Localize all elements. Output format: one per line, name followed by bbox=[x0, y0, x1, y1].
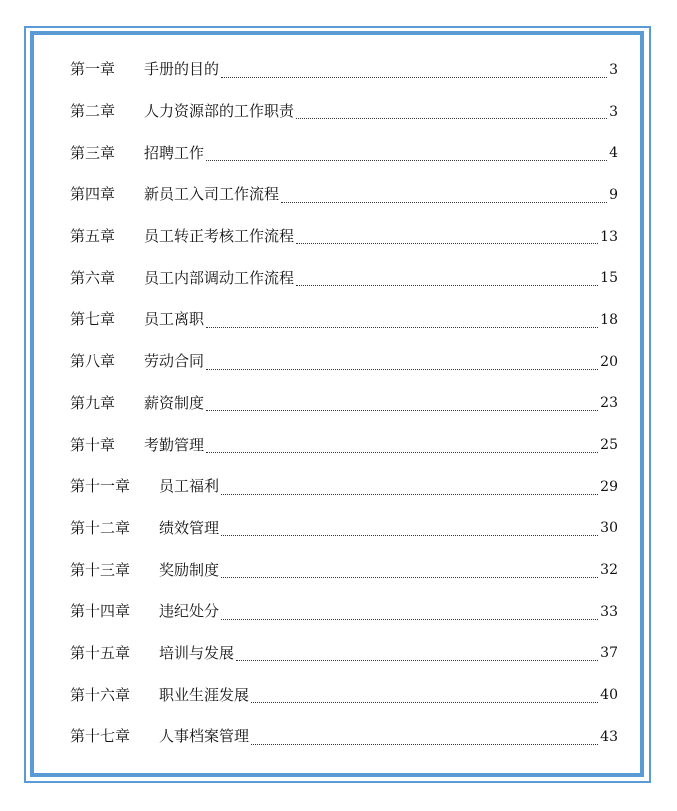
toc-page-number: 3 bbox=[609, 61, 618, 78]
toc-entry[interactable] bbox=[70, 91, 618, 133]
toc-page-number: 23 bbox=[600, 395, 618, 412]
toc-title: 考勤管理 bbox=[144, 435, 205, 454]
toc-entry[interactable] bbox=[70, 466, 618, 508]
toc-dot-leader bbox=[221, 77, 607, 78]
toc-entry[interactable] bbox=[70, 549, 618, 591]
toc-dot-leader bbox=[206, 327, 598, 328]
toc-chapter-label: 第八章 bbox=[70, 352, 116, 371]
toc-title: 培训与发展 bbox=[159, 643, 235, 662]
toc-page-number: 33 bbox=[600, 603, 618, 620]
toc-title: 薪资制度 bbox=[144, 393, 205, 412]
toc-dot-leader bbox=[296, 285, 598, 286]
toc-title: 员工福利 bbox=[159, 477, 220, 496]
toc-chapter-label: 第一章 bbox=[70, 60, 116, 79]
toc-chapter-label: 第十五章 bbox=[70, 643, 131, 662]
toc-chapter-label: 第十四章 bbox=[70, 602, 131, 621]
toc-chapter-label: 第三章 bbox=[70, 143, 116, 162]
toc-dot-leader bbox=[206, 160, 607, 161]
toc-page-number: 30 bbox=[600, 520, 618, 537]
toc-entry[interactable] bbox=[70, 591, 618, 633]
toc-entry[interactable] bbox=[70, 49, 618, 91]
toc-chapter-label: 第五章 bbox=[70, 227, 116, 246]
toc-dot-leader bbox=[221, 577, 598, 578]
toc-page-number: 20 bbox=[600, 353, 618, 370]
toc-page-number: 37 bbox=[600, 645, 618, 662]
toc-entry[interactable] bbox=[70, 716, 618, 758]
toc-entry[interactable] bbox=[70, 257, 618, 299]
toc-entry[interactable] bbox=[70, 674, 618, 716]
toc-page-number: 32 bbox=[600, 562, 618, 579]
toc-title: 人力资源部的工作职责 bbox=[144, 102, 295, 121]
toc-page-number: 4 bbox=[609, 145, 618, 162]
toc-chapter-label: 第七章 bbox=[70, 310, 116, 329]
toc-entry[interactable] bbox=[70, 132, 618, 174]
toc-chapter-label: 第九章 bbox=[70, 393, 116, 412]
toc-page-number: 9 bbox=[609, 186, 618, 203]
toc-page-number: 3 bbox=[609, 103, 618, 120]
toc-chapter-label: 第十三章 bbox=[70, 560, 131, 579]
toc-page-number: 15 bbox=[600, 270, 618, 287]
toc-page-number: 40 bbox=[600, 687, 618, 704]
toc-dot-leader bbox=[236, 660, 598, 661]
toc-chapter-label: 第十章 bbox=[70, 435, 116, 454]
toc-dot-leader bbox=[251, 744, 598, 745]
toc-title: 绩效管理 bbox=[159, 518, 220, 537]
toc-entry[interactable] bbox=[70, 174, 618, 216]
toc-dot-leader bbox=[221, 535, 598, 536]
toc-title: 手册的目的 bbox=[144, 60, 220, 79]
table-of-contents bbox=[70, 49, 618, 758]
toc-chapter-label: 第十一章 bbox=[70, 477, 131, 496]
toc-dot-leader bbox=[296, 118, 607, 119]
toc-entry[interactable] bbox=[70, 216, 618, 258]
toc-page-number: 43 bbox=[600, 728, 618, 745]
toc-title: 劳动合同 bbox=[144, 352, 205, 371]
toc-chapter-label: 第二章 bbox=[70, 102, 116, 121]
toc-entry[interactable] bbox=[70, 299, 618, 341]
toc-title: 人事档案管理 bbox=[159, 727, 250, 746]
toc-title: 新员工入司工作流程 bbox=[144, 185, 280, 204]
toc-title: 员工离职 bbox=[144, 310, 205, 329]
toc-title: 违纪处分 bbox=[159, 602, 220, 621]
toc-chapter-label: 第十二章 bbox=[70, 518, 131, 537]
toc-page-number: 25 bbox=[600, 437, 618, 454]
toc-dot-leader bbox=[251, 702, 598, 703]
toc-chapter-label: 第四章 bbox=[70, 185, 116, 204]
toc-title: 员工转正考核工作流程 bbox=[144, 227, 295, 246]
toc-title: 招聘工作 bbox=[144, 143, 205, 162]
toc-chapter-label: 第六章 bbox=[70, 268, 116, 287]
toc-page-number: 18 bbox=[600, 311, 618, 328]
toc-dot-leader bbox=[281, 202, 607, 203]
toc-dot-leader bbox=[206, 369, 598, 370]
toc-entry[interactable] bbox=[70, 341, 618, 383]
toc-title: 职业生涯发展 bbox=[159, 685, 250, 704]
toc-dot-leader bbox=[296, 243, 598, 244]
toc-entry[interactable] bbox=[70, 424, 618, 466]
toc-chapter-label: 第十六章 bbox=[70, 685, 131, 704]
toc-chapter-label: 第十七章 bbox=[70, 727, 131, 746]
toc-entry[interactable] bbox=[70, 633, 618, 675]
toc-title: 奖励制度 bbox=[159, 560, 220, 579]
toc-dot-leader bbox=[221, 619, 598, 620]
toc-title: 员工内部调动工作流程 bbox=[144, 268, 295, 287]
toc-page-number: 29 bbox=[600, 478, 618, 495]
toc-dot-leader bbox=[221, 494, 598, 495]
toc-entry[interactable] bbox=[70, 508, 618, 550]
toc-dot-leader bbox=[206, 452, 598, 453]
toc-entry[interactable] bbox=[70, 383, 618, 425]
toc-dot-leader bbox=[206, 410, 598, 411]
toc-page-number: 13 bbox=[600, 228, 618, 245]
